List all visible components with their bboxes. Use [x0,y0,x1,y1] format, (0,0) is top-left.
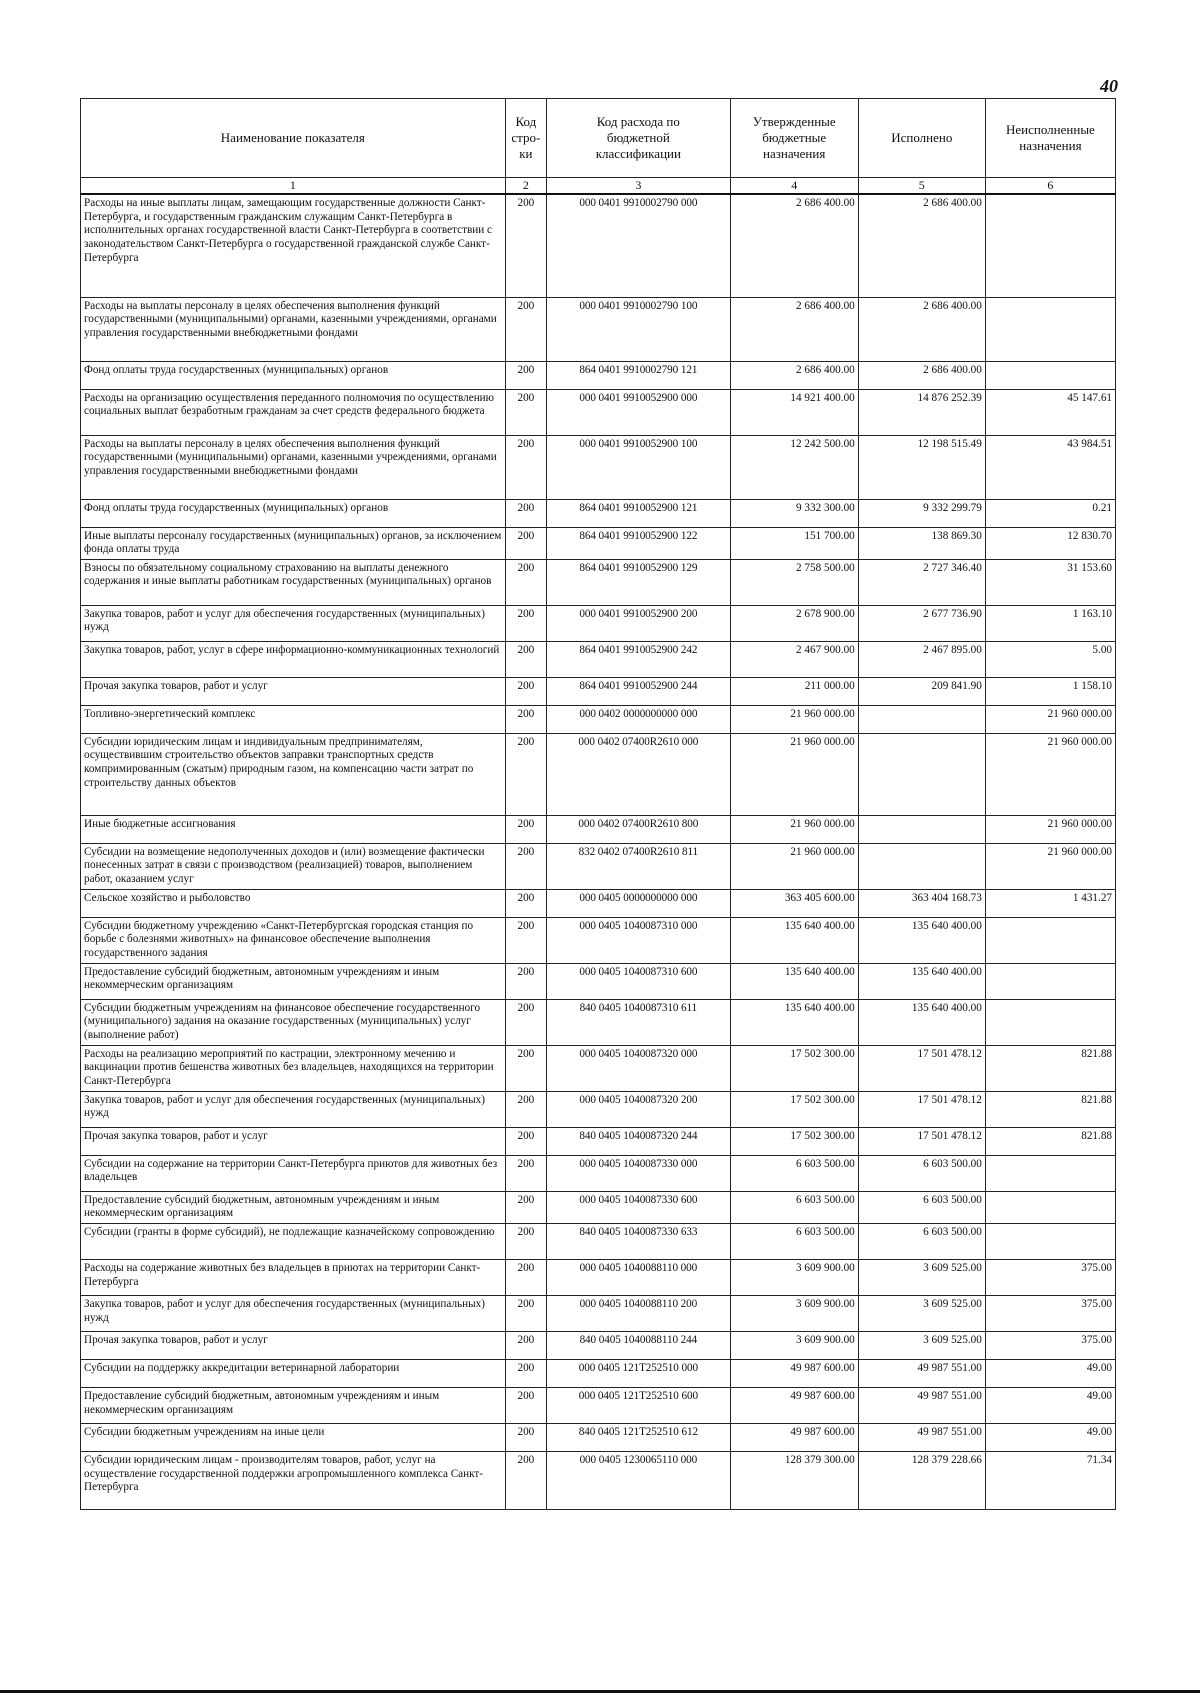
row-unexecuted: 43 984.51 [985,435,1115,499]
row-unexecuted: 1 158.10 [985,677,1115,705]
row-name: Субсидии юридическим лицам - производителям товаров, работ, услуг на осуществление государственной поддержки агропромышленного комплекса Санкт-Петербурга [81,1452,506,1510]
row-expense-code: 000 0405 121T252510 600 [547,1388,731,1424]
row-expense-code: 000 0405 1230065110 000 [547,1452,731,1510]
row-expense-code: 000 0405 1040088110 200 [547,1296,731,1332]
row-name: Предоставление субсидий бюджетным, автономным учреждениям и иным некоммерческим организациям [81,1191,506,1223]
row-unexecuted: 21 960 000.00 [985,843,1115,889]
table-row [81,1388,1116,1424]
row-expense-code: 000 0401 9910052900 000 [547,389,731,435]
row-approved: 17 502 300.00 [730,1045,858,1091]
row-line-code: 200 [505,843,546,889]
table-row [81,1332,1116,1360]
row-line-code: 200 [505,889,546,917]
row-name: Закупка товаров, работ, услуг в сфере информационно-коммуникационных технологий [81,641,506,677]
row-executed: 49 987 551.00 [858,1388,985,1424]
row-name: Субсидии юридическим лицам и индивидуальным предпринимателям, осуществившим строительство объектов заправки транспортных средств компримированным (сжатым) природным газом, на компенсацию части затрат по строительству данных объектов [81,733,506,815]
row-unexecuted [985,963,1115,999]
row-name: Расходы на содержание животных без владельцев в приютах на территории Санкт-Петербурга [81,1260,506,1296]
row-unexecuted: 49.00 [985,1360,1115,1388]
row-expense-code: 840 0405 1040087330 633 [547,1224,731,1260]
row-line-code: 200 [505,1296,546,1332]
row-unexecuted [985,297,1115,361]
row-executed [858,815,985,843]
header-name: Наименование показателя [81,99,506,178]
row-expense-code: 864 0401 9910052900 242 [547,641,731,677]
row-unexecuted [985,1155,1115,1191]
row-unexecuted: 45 147.61 [985,389,1115,435]
row-unexecuted: 21 960 000.00 [985,733,1115,815]
row-expense-code: 000 0405 0000000000 000 [547,889,731,917]
row-name: Предоставление субсидий бюджетным, автономным учреждениям и иным некоммерческим организациям [81,1388,506,1424]
table-row [81,1091,1116,1127]
row-line-code: 200 [505,1388,546,1424]
row-executed: 17 501 478.12 [858,1091,985,1127]
row-expense-code: 000 0405 1040087320 000 [547,1045,731,1091]
row-unexecuted: 49.00 [985,1388,1115,1424]
row-name: Прочая закупка товаров, работ и услуг [81,1127,506,1155]
table-header [81,99,1116,195]
table-row [81,1224,1116,1260]
row-expense-code: 000 0402 07400R2610 000 [547,733,731,815]
table-row [81,499,1116,527]
row-approved: 21 960 000.00 [730,733,858,815]
row-expense-code: 000 0401 9910002790 100 [547,297,731,361]
row-expense-code: 864 0401 9910002790 121 [547,361,731,389]
table-row [81,559,1116,605]
row-name: Субсидии на возмещение недополученных доходов и (или) возмещение фактически понесенных затрат в связи с производством (реализацией) товаров, выполнением работ, оказанием услуг [81,843,506,889]
table-row [81,1424,1116,1452]
page-bottom-rule [0,1690,1200,1693]
row-expense-code: 000 0405 1040087310 600 [547,963,731,999]
row-executed: 135 640 400.00 [858,999,985,1045]
row-name: Прочая закупка товаров, работ и услуг [81,1332,506,1360]
row-executed [858,843,985,889]
row-line-code: 200 [505,1360,546,1388]
table-row [81,999,1116,1045]
row-line-code: 200 [505,435,546,499]
row-line-code: 200 [505,641,546,677]
row-executed: 3 609 525.00 [858,1296,985,1332]
row-name: Иные выплаты персоналу государственных (муниципальных) органов, за исключением фонда оплаты труда [81,527,506,559]
table-row [81,1360,1116,1388]
row-approved: 14 921 400.00 [730,389,858,435]
row-approved: 135 640 400.00 [730,999,858,1045]
header-unexecuted: Неисполненные назначения [985,99,1115,178]
row-approved: 49 987 600.00 [730,1388,858,1424]
row-expense-code: 000 0405 1040087330 600 [547,1191,731,1223]
row-expense-code: 000 0405 1040088110 000 [547,1260,731,1296]
table-row [81,435,1116,499]
row-executed: 135 640 400.00 [858,917,985,963]
row-name: Закупка товаров, работ и услуг для обеспечения государственных (муниципальных) нужд [81,1091,506,1127]
table-row [81,1296,1116,1332]
row-unexecuted: 21 960 000.00 [985,705,1115,733]
row-executed: 17 501 478.12 [858,1127,985,1155]
row-unexecuted [985,194,1115,297]
row-expense-code: 864 0401 9910052900 129 [547,559,731,605]
row-expense-code: 832 0402 07400R2610 811 [547,843,731,889]
row-unexecuted: 12 830.70 [985,527,1115,559]
row-executed: 9 332 299.79 [858,499,985,527]
row-expense-code: 864 0401 9910052900 121 [547,499,731,527]
header-row [81,99,1116,178]
row-approved: 2 686 400.00 [730,194,858,297]
row-line-code: 200 [505,194,546,297]
row-line-code: 200 [505,733,546,815]
row-name: Расходы на иные выплаты лицам, замещающим государственные должности Санкт-Петербурга, и государственным гражданским служащим Санкт-Петербурга в исполнительных органах государственной власти Санкт-Петербурга в соответствии с законодательством Санкт-Петербурга о государственной гражданской службе Санкт-Петербурга [81,194,506,297]
table-row [81,1127,1116,1155]
table-row [81,1191,1116,1223]
row-approved: 211 000.00 [730,677,858,705]
row-approved: 2 686 400.00 [730,361,858,389]
header-executed: Исполнено [858,99,985,178]
row-name: Предоставление субсидий бюджетным, автономным учреждениям и иным некоммерческим организациям [81,963,506,999]
table-row [81,733,1116,815]
header-approved: Утвержденные бюджетные назначения [730,99,858,178]
table-row [81,705,1116,733]
row-unexecuted: 821.88 [985,1045,1115,1091]
row-executed: 6 603 500.00 [858,1191,985,1223]
row-approved: 2 686 400.00 [730,297,858,361]
row-expense-code: 000 0405 121T252510 000 [547,1360,731,1388]
row-name: Расходы на реализацию мероприятий по кастрации, электронному мечению и вакцинации против бешенства животных без владельцев, находящихся на территории Санкт-Петербурга [81,1045,506,1091]
row-name: Сельское хозяйство и рыболовство [81,889,506,917]
table-row [81,843,1116,889]
row-approved: 12 242 500.00 [730,435,858,499]
row-expense-code: 840 0405 121T252510 612 [547,1424,731,1452]
row-unexecuted [985,1224,1115,1260]
row-name: Фонд оплаты труда государственных (муниципальных) органов [81,361,506,389]
row-unexecuted: 1 431.27 [985,889,1115,917]
table-row [81,297,1116,361]
row-line-code: 200 [505,1091,546,1127]
column-number: 5 [858,178,985,195]
row-executed: 3 609 525.00 [858,1260,985,1296]
row-approved: 2 467 900.00 [730,641,858,677]
row-approved: 49 987 600.00 [730,1360,858,1388]
row-line-code: 200 [505,1155,546,1191]
row-approved: 21 960 000.00 [730,815,858,843]
row-expense-code: 864 0401 9910052900 244 [547,677,731,705]
column-number: 2 [505,178,546,195]
row-expense-code: 000 0401 9910002790 000 [547,194,731,297]
row-executed: 2 686 400.00 [858,361,985,389]
row-expense-code: 000 0402 0000000000 000 [547,705,731,733]
row-approved: 6 603 500.00 [730,1191,858,1223]
row-approved: 3 609 900.00 [730,1260,858,1296]
row-name: Взносы по обязательному социальному страхованию на выплаты денежного содержания и иные выплаты работникам государственных (муниципальных) органов [81,559,506,605]
row-expense-code: 864 0401 9910052900 122 [547,527,731,559]
row-approved: 2 758 500.00 [730,559,858,605]
row-name: Субсидии бюджетным учреждениям на иные цели [81,1424,506,1452]
row-expense-code: 000 0405 1040087310 000 [547,917,731,963]
table-row [81,889,1116,917]
row-unexecuted [985,361,1115,389]
row-approved: 6 603 500.00 [730,1155,858,1191]
row-executed: 14 876 252.39 [858,389,985,435]
row-executed: 2 467 895.00 [858,641,985,677]
row-unexecuted: 1 163.10 [985,605,1115,641]
row-approved: 3 609 900.00 [730,1296,858,1332]
column-number: 3 [547,178,731,195]
row-name: Закупка товаров, работ и услуг для обеспечения государственных (муниципальных) нужд [81,1296,506,1332]
row-line-code: 200 [505,1260,546,1296]
row-line-code: 200 [505,677,546,705]
row-name: Расходы на выплаты персоналу в целях обеспечения выполнения функций государственными (муниципальными) органами, казенными учреждениями, органами управления государственными внебюджетными фондами [81,435,506,499]
row-unexecuted: 821.88 [985,1127,1115,1155]
row-approved: 9 332 300.00 [730,499,858,527]
column-number: 4 [730,178,858,195]
row-approved: 135 640 400.00 [730,963,858,999]
header-expense-code: Код расхода по бюджетной классификации [547,99,731,178]
row-line-code: 200 [505,999,546,1045]
row-expense-code: 000 0401 9910052900 100 [547,435,731,499]
row-approved: 151 700.00 [730,527,858,559]
row-name: Субсидии бюджетному учреждению «Санкт-Петербургская городская станция по борьбе с болезнями животных» на финансовое обеспечение выполнения государственного задания [81,917,506,963]
table-body [81,194,1116,1510]
row-approved: 128 379 300.00 [730,1452,858,1510]
row-approved: 21 960 000.00 [730,843,858,889]
row-executed [858,733,985,815]
row-line-code: 200 [505,361,546,389]
header-line-code: Код стро-ки [505,99,546,178]
row-executed: 3 609 525.00 [858,1332,985,1360]
table-row [81,527,1116,559]
row-name: Прочая закупка товаров, работ и услуг [81,677,506,705]
row-approved: 3 609 900.00 [730,1332,858,1360]
budget-execution-table [80,98,1116,1510]
row-line-code: 200 [505,499,546,527]
row-expense-code: 840 0405 1040087320 244 [547,1127,731,1155]
row-unexecuted: 375.00 [985,1332,1115,1360]
column-number: 1 [81,178,506,195]
row-line-code: 200 [505,1191,546,1223]
row-executed: 363 404 168.73 [858,889,985,917]
row-executed: 12 198 515.49 [858,435,985,499]
table-row [81,641,1116,677]
row-executed: 6 603 500.00 [858,1155,985,1191]
row-name: Субсидии на содержание на территории Санкт-Петербурга приютов для животных без владельцев [81,1155,506,1191]
row-executed: 209 841.90 [858,677,985,705]
row-line-code: 200 [505,297,546,361]
row-unexecuted: 0.21 [985,499,1115,527]
row-expense-code: 000 0402 07400R2610 800 [547,815,731,843]
row-unexecuted: 31 153.60 [985,559,1115,605]
table-row [81,963,1116,999]
row-approved: 2 678 900.00 [730,605,858,641]
table-row [81,677,1116,705]
row-approved: 17 502 300.00 [730,1091,858,1127]
row-expense-code: 000 0405 1040087320 200 [547,1091,731,1127]
row-line-code: 200 [505,1127,546,1155]
row-unexecuted [985,999,1115,1045]
row-approved: 6 603 500.00 [730,1224,858,1260]
row-executed: 128 379 228.66 [858,1452,985,1510]
row-approved: 21 960 000.00 [730,705,858,733]
row-expense-code: 840 0405 1040087310 611 [547,999,731,1045]
row-line-code: 200 [505,389,546,435]
row-unexecuted: 821.88 [985,1091,1115,1127]
row-line-code: 200 [505,559,546,605]
row-approved: 363 405 600.00 [730,889,858,917]
row-name: Расходы на выплаты персоналу в целях обеспечения выполнения функций государственными (муниципальными) органами, казенными учреждениями, органами управления государственными внебюджетными фондами [81,297,506,361]
row-executed: 49 987 551.00 [858,1360,985,1388]
table-row [81,361,1116,389]
row-executed [858,705,985,733]
row-line-code: 200 [505,917,546,963]
row-line-code: 200 [505,1424,546,1452]
row-line-code: 200 [505,605,546,641]
table-row [81,1045,1116,1091]
row-line-code: 200 [505,1045,546,1091]
row-unexecuted: 5.00 [985,641,1115,677]
row-line-code: 200 [505,705,546,733]
table-row [81,1155,1116,1191]
row-executed: 2 686 400.00 [858,297,985,361]
row-approved: 49 987 600.00 [730,1424,858,1452]
table-row [81,917,1116,963]
table-row [81,1452,1116,1510]
row-name: Топливно-энергетический комплекс [81,705,506,733]
row-approved: 135 640 400.00 [730,917,858,963]
row-executed: 6 603 500.00 [858,1224,985,1260]
row-name: Субсидии (гранты в форме субсидий), не подлежащие казначейскому сопровождению [81,1224,506,1260]
row-name: Субсидии на поддержку аккредитации ветеринарной лаборатории [81,1360,506,1388]
row-unexecuted: 375.00 [985,1260,1115,1296]
row-executed: 2 677 736.90 [858,605,985,641]
row-unexecuted [985,1191,1115,1223]
row-expense-code: 000 0405 1040087330 000 [547,1155,731,1191]
column-number: 6 [985,178,1115,195]
row-line-code: 200 [505,963,546,999]
row-unexecuted: 21 960 000.00 [985,815,1115,843]
table-row [81,815,1116,843]
row-line-code: 200 [505,527,546,559]
row-line-code: 200 [505,1224,546,1260]
row-name: Иные бюджетные ассигнования [81,815,506,843]
row-name: Закупка товаров, работ и услуг для обеспечения государственных (муниципальных) нужд [81,605,506,641]
row-executed: 2 686 400.00 [858,194,985,297]
row-executed: 138 869.30 [858,527,985,559]
table-row [81,194,1116,297]
row-expense-code: 000 0401 9910052900 200 [547,605,731,641]
row-unexecuted: 71.34 [985,1452,1115,1510]
column-number-row [81,178,1116,195]
row-name: Субсидии бюджетным учреждениям на финансовое обеспечение государственного (муниципального) задания на оказание государственных (муниципальных) услуг (выполнение работ) [81,999,506,1045]
row-name: Фонд оплаты труда государственных (муниципальных) органов [81,499,506,527]
row-expense-code: 840 0405 1040088110 244 [547,1332,731,1360]
row-line-code: 200 [505,815,546,843]
row-executed: 135 640 400.00 [858,963,985,999]
row-line-code: 200 [505,1452,546,1510]
row-unexecuted [985,917,1115,963]
row-executed: 49 987 551.00 [858,1424,985,1452]
table-row [81,605,1116,641]
row-approved: 17 502 300.00 [730,1127,858,1155]
page-number: 40 [1100,76,1118,96]
row-executed: 2 727 346.40 [858,559,985,605]
table-row [81,1260,1116,1296]
row-line-code: 200 [505,1332,546,1360]
row-unexecuted: 49.00 [985,1424,1115,1452]
row-name: Расходы на организацию осуществления переданного полномочия по осуществлению социальных выплат безработным гражданам за счет средств федерального бюджета [81,389,506,435]
table-row [81,389,1116,435]
row-executed: 17 501 478.12 [858,1045,985,1091]
row-unexecuted: 375.00 [985,1296,1115,1332]
